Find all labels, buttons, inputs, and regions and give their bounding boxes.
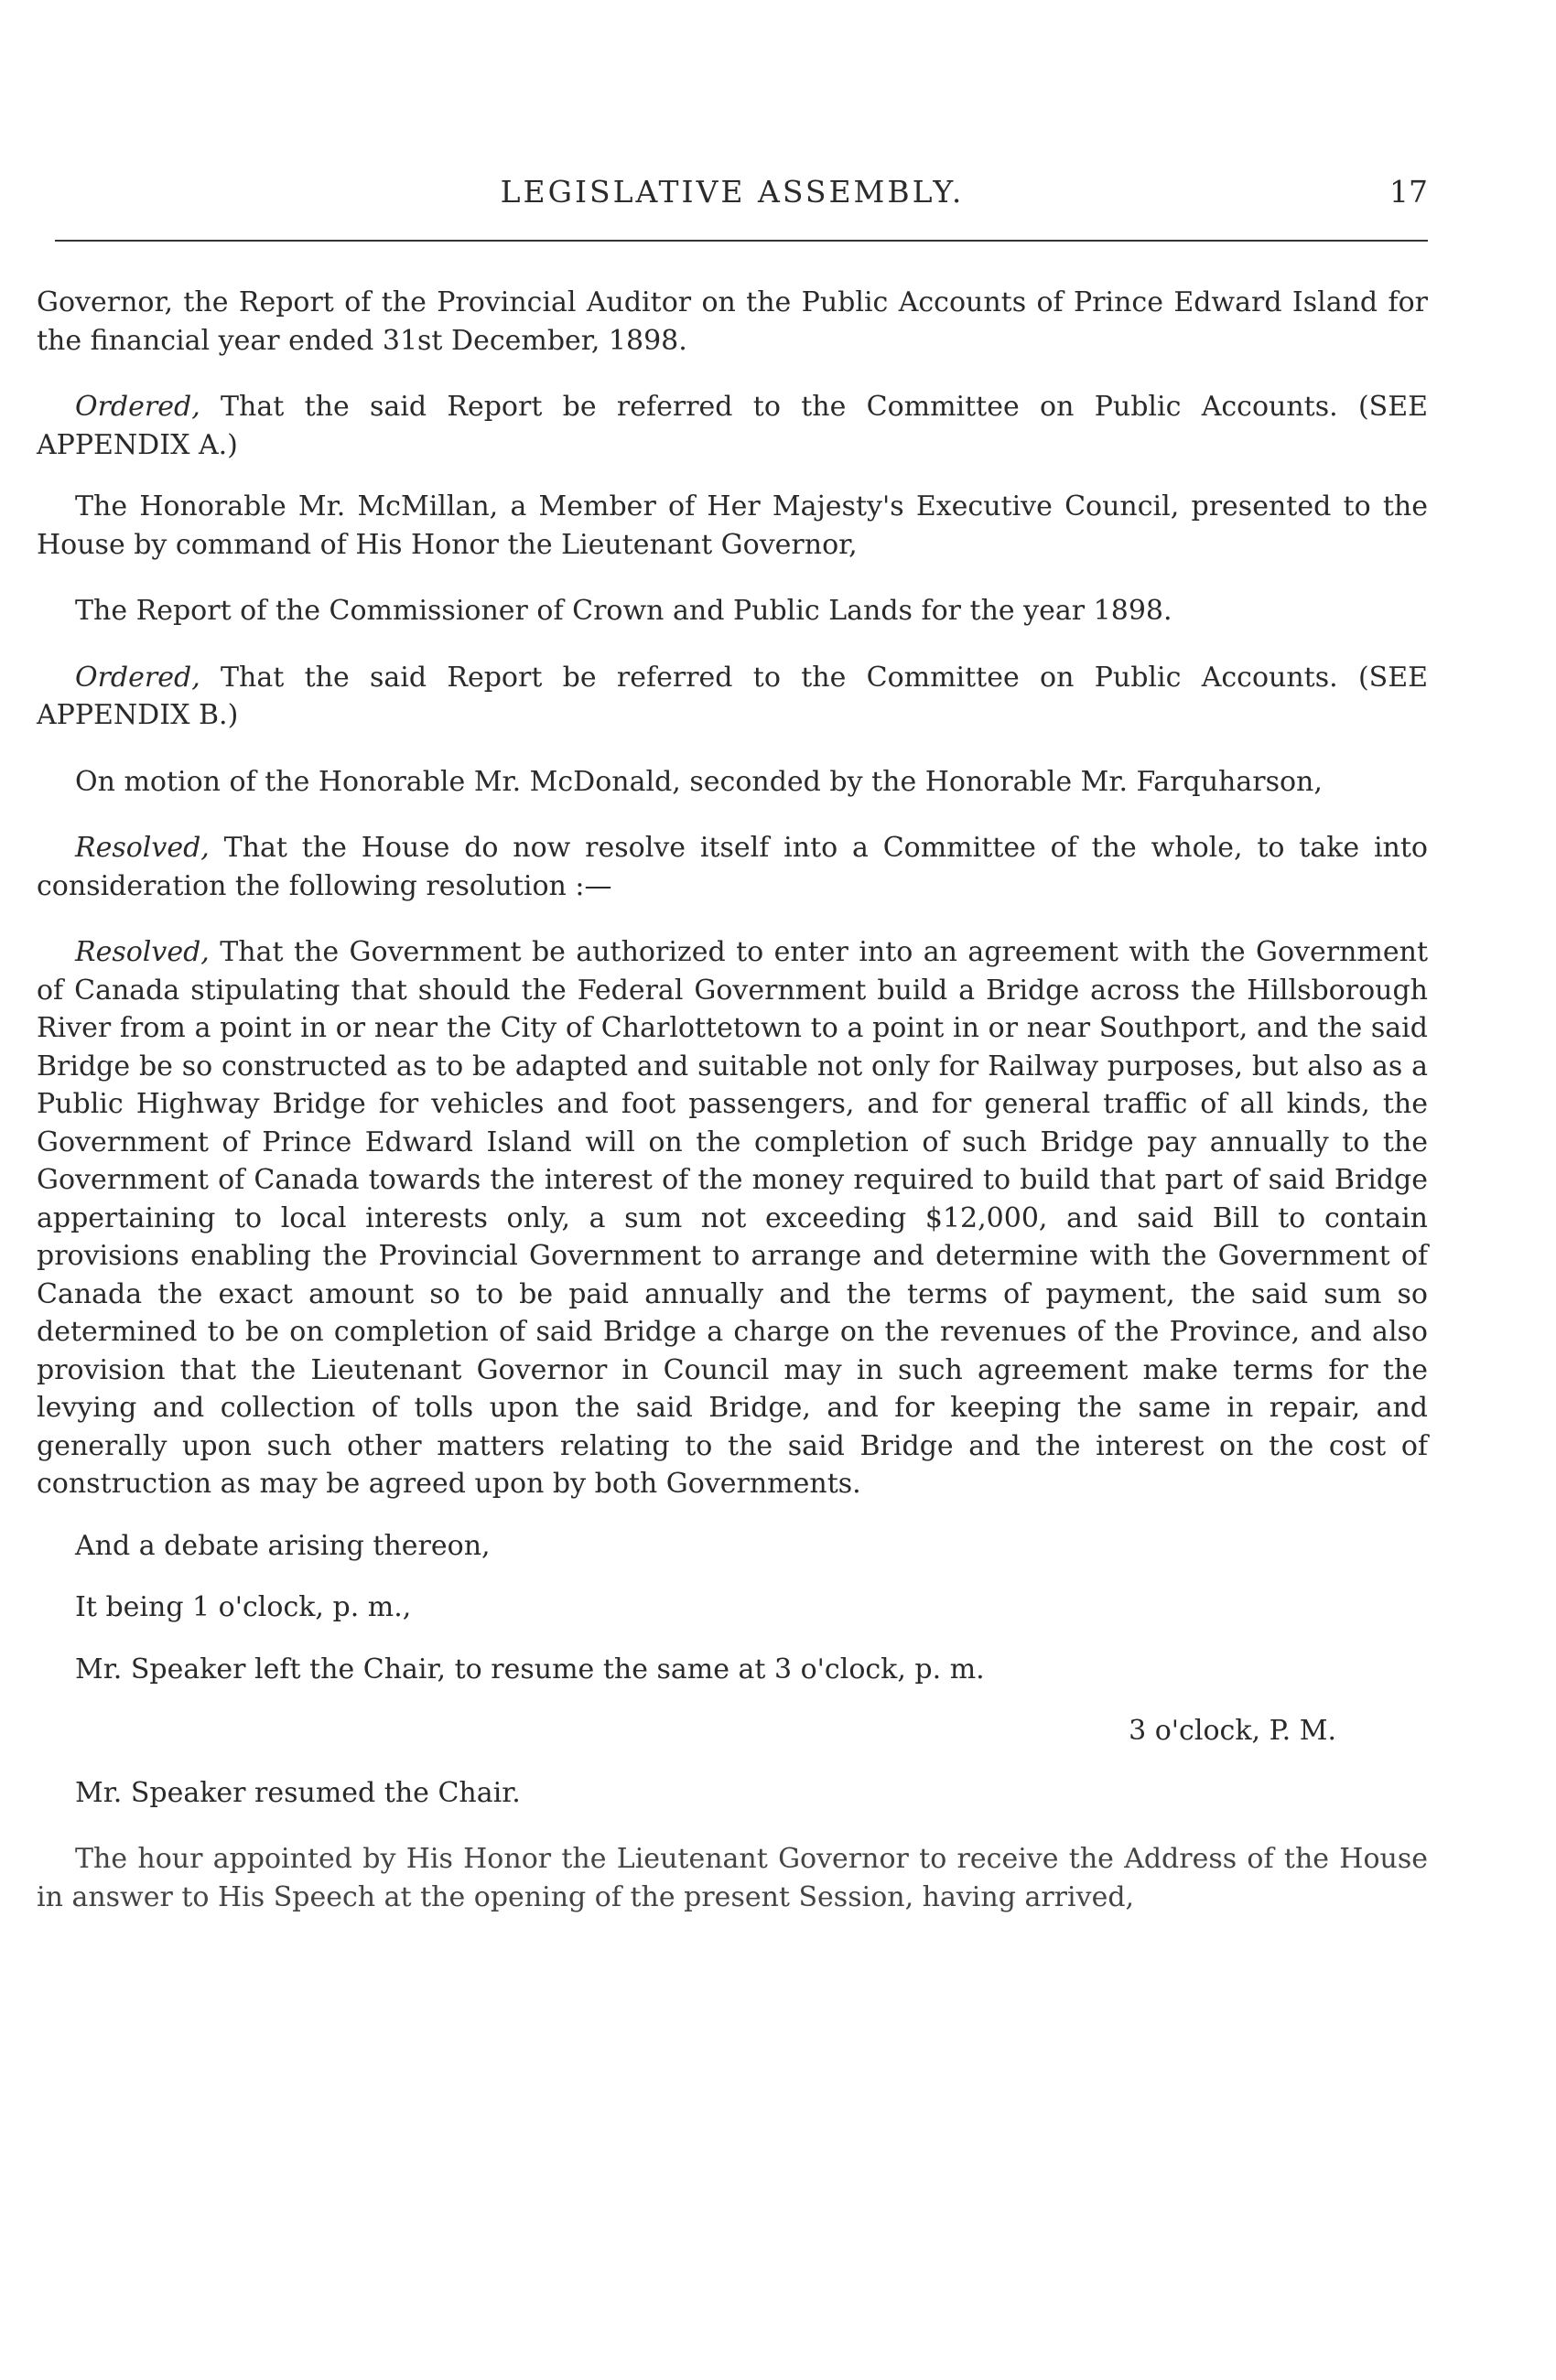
lead-word: Resolved, — [75, 936, 210, 968]
paragraph-text: That the said Report be referred to the Committee on Public Accounts. (SEE APPENDIX A.) — [37, 391, 1428, 461]
paragraph-speaker-left — [37, 1651, 1428, 1689]
paragraph-resolved-committee — [37, 829, 1428, 905]
paragraph-crown-lands — [37, 592, 1428, 630]
page-header — [37, 174, 1428, 220]
paragraph-text: It being 1 o'clock, p. m., — [75, 1591, 412, 1623]
paragraph-text: 3 o'clock, P. M. — [1129, 1715, 1336, 1747]
paragraph-speaker-resumed — [37, 1774, 1428, 1813]
page-number: 17 — [1389, 174, 1428, 210]
lead-word: Ordered, — [75, 391, 200, 423]
paragraph-text: The Report of the Commissioner of Crown and Public Lands for the year 1898. — [75, 595, 1172, 627]
paragraph-text: That the said Report be referred to the Committee on Public Accounts. (SEE APPENDIX B.) — [37, 661, 1428, 731]
paragraph-mcmillan — [37, 488, 1428, 564]
lead-word: Resolved, — [75, 832, 210, 864]
lead-word: Ordered, — [75, 661, 200, 694]
paragraph-text: The hour appointed by His Honor the Lieutenant Governor to receive the Address of the House in answer to His Speech at the opening of the present Session, having arrived, — [37, 1843, 1428, 1913]
paragraph-text: Mr. Speaker resumed the Chair. — [75, 1776, 521, 1809]
paragraph-text: That the House do now resolve itself into a Committee of the whole, to take into consideration the following resolution :— — [37, 832, 1428, 902]
paragraph-text: And a debate arising thereon, — [75, 1529, 491, 1562]
paragraph-time — [37, 1588, 1428, 1627]
paragraph-text: That the Government be authorized to enter into an agreement with the Government of Canada stipulating that should the Federal Government build a Bridge across the Hillsborough River from a point in or near the City of Charlottetown to a point in or near Southport, and the said Bridge be so constructed as to be adapted and suitable not only for Railway purposes, but also as a Public Highway Bridge for vehicles and foot passengers, and for general traffic of all kinds, the Government of Prince Edward Island will on the completion of such Bridge pay annually to the Government of Canada towards the interest of the money required to build that part of said Bridge appertaining to local interests only, a sum not exceeding $12,000, and said Bill to contain provisions enabling the Provincial Government to arrange and determine with the Government of Canada the exact amount so to be paid annually and the terms of payment, the said sum so determined to be on completion of said Bridge a charge on the revenues of the Province, and also provision that the Lieutenant Governor in Council may in such agreement make terms for the levying and collection of tolls upon the said Bridge, and for keeping the same in repair, and generally upon such other matters relating to the said Bridge and the interest on the cost of construction as may be agreed upon by both Governments. — [37, 936, 1428, 1500]
running-title: LEGISLATIVE ASSEMBLY. — [500, 174, 965, 210]
header-rule — [55, 240, 1428, 242]
paragraph-text: On motion of the Honorable Mr. McDonald, seconded by the Honorable Mr. Farquharson, — [75, 765, 1323, 798]
paragraph-text: The Honorable Mr. McMillan, a Member of Her Majesty's Executive Council, presented to the House by command of His Honor the Lieutenant Governor, — [37, 490, 1428, 561]
paragraph-debate — [37, 1527, 1428, 1566]
paragraph-address — [37, 1840, 1428, 1916]
paragraph-resolved-bridge — [37, 933, 1428, 1503]
paragraph-ordered-b — [37, 659, 1428, 735]
body-text — [37, 284, 1428, 1916]
paragraph-text: Mr. Speaker left the Chair, to resume the same at 3 o'clock, p. m. — [75, 1653, 985, 1685]
paragraph-motion — [37, 763, 1428, 802]
paragraph-continuation — [37, 284, 1428, 360]
paragraph-ordered-a — [37, 388, 1428, 464]
paragraph-text: Governor, the Report of the Provincial Auditor on the Public Accounts of Prince Edward Island for the financial year ended 31st December, 1898. — [37, 286, 1428, 357]
time-marker — [37, 1712, 1428, 1750]
